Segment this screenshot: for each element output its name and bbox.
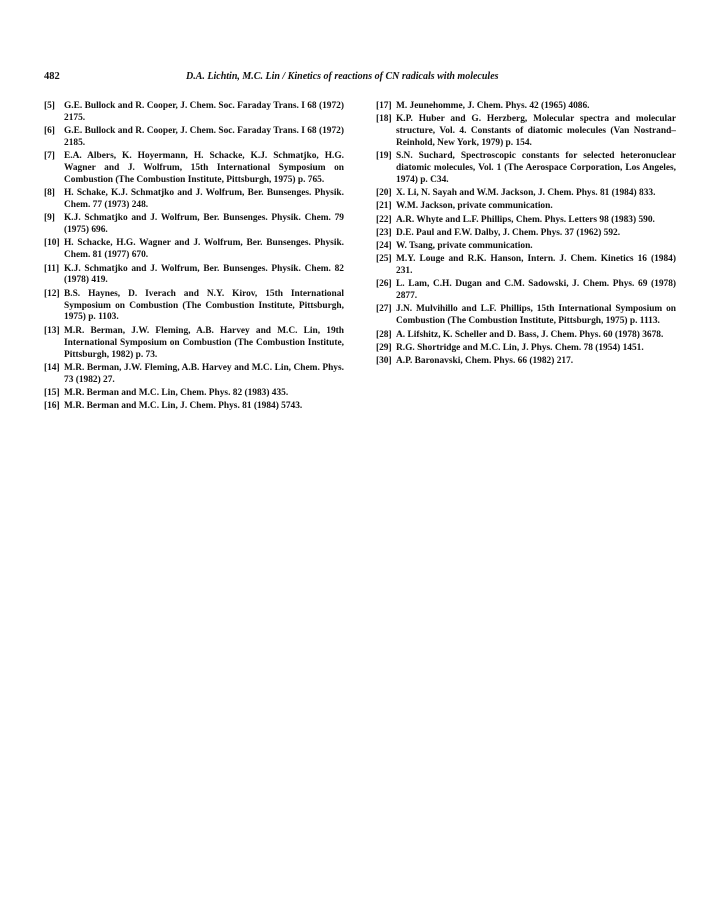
reference-number: [14] [44,362,60,373]
reference-item [44,126,344,150]
reference-item [376,114,676,150]
reference-number: [26] [376,279,392,290]
reference-text: G.E. Bullock and R. Cooper, J. Chem. Soc. Faraday Trans. I 68 (1972) 2185. [64,126,344,149]
reference-number: [21] [376,201,392,212]
reference-number: [24] [376,241,392,252]
reference-item [44,326,344,362]
reference-item [376,330,676,342]
reference-item [44,101,344,125]
reference-text: M.Y. Louge and R.K. Hanson, Intern. J. Chem. Kinetics 16 (1984) 231. [396,254,676,277]
reference-text: A. Lifshitz, K. Scheller and D. Bass, J. Chem. Phys. 60 (1978) 3678. [396,329,664,340]
reference-number: [8] [44,188,55,199]
reference-text: K.J. Schmatjko and J. Wolfrum, Ber. Bunsenges. Physik. Chem. 82 (1978) 419. [64,263,344,286]
reference-text: K.J. Schmatjko and J. Wolfrum, Ber. Bunsenges. Physik. Chem. 79 (1975) 696. [64,213,344,236]
reference-item [44,388,344,400]
reference-text: K.P. Huber and G. Herzberg, Molecular spectra and molecular structure, Vol. 4. Constants of diatomic molecules (Van Nostrand–Reinhold, New York, 1979) p. 154. [396,114,676,149]
reference-number: [19] [376,151,392,162]
reference-text: A.R. Whyte and L.F. Phillips, Chem. Phys. Letters 98 (1983) 590. [396,214,655,225]
reference-text: W.M. Jackson, private communication. [396,201,553,212]
reference-number: [22] [376,214,392,225]
reference-text: M.R. Berman, J.W. Fleming, A.B. Harvey and M.C. Lin, Chem. Phys. 73 (1982) 27. [64,362,344,385]
reference-number: [20] [376,188,392,199]
reference-item [376,241,676,253]
reference-item [44,401,344,413]
reference-text: S.N. Suchard, Spectroscopic constants for selected heteronuclear diatomic molecules, Vol. 1 (The Aerospace Corporation, Los Angeles, 1974) p. C34. [396,151,676,186]
reference-item [376,188,676,200]
reference-text: W. Tsang, private communication. [396,241,533,252]
reference-number: [27] [376,304,392,315]
reference-text: X. Li, N. Sayah and W.M. Jackson, J. Chem. Phys. 81 (1984) 833. [396,188,656,199]
reference-item [44,264,344,288]
reference-number: [18] [376,114,392,125]
reference-text: M.R. Berman and M.C. Lin, Chem. Phys. 82 (1983) 435. [64,387,289,398]
reference-item [376,228,676,240]
reference-text: M. Jeunehomme, J. Chem. Phys. 42 (1965) 4086. [396,101,590,111]
reference-number: [30] [376,355,392,366]
reference-item [376,201,676,213]
reference-number: [9] [44,213,55,224]
reference-item [376,356,676,368]
reference-number: [23] [376,227,392,238]
reference-item [376,151,676,187]
reference-text: L. Lam, C.H. Dugan and C.M. Sadowski, J. Chem. Phys. 69 (1978) 2877. [396,279,676,302]
reference-number: [5] [44,101,55,111]
reference-text: H. Schacke, H.G. Wagner and J. Wolfrum, Ber. Bunsenges. Physik. Chem. 81 (1977) 670. [64,238,344,261]
reference-item [44,213,344,237]
reference-item [44,188,344,212]
reference-number: [17] [376,101,392,111]
references-left-column [44,101,344,414]
reference-item [376,343,676,355]
reference-item [44,289,344,325]
page-number: 482 [44,71,60,82]
reference-text: D.E. Paul and F.W. Dalby, J. Chem. Phys. 37 (1962) 592. [396,227,621,238]
reference-number: [13] [44,325,60,336]
reference-item [44,363,344,387]
reference-text: A.P. Baronavski, Chem. Phys. 66 (1982) 217. [396,355,574,366]
reference-item [44,238,344,262]
reference-number: [6] [44,126,55,137]
reference-text: H. Schake, K.J. Schmatjko and J. Wolfrum, Ber. Bunsenges. Physik. Chem. 77 (1973) 248. [64,188,344,211]
reference-item [44,151,344,187]
reference-text: M.R. Berman and M.C. Lin, J. Chem. Phys. 81 (1984) 5743. [64,401,303,412]
reference-item [376,304,676,328]
reference-number: [15] [44,387,60,398]
reference-number: [29] [376,342,392,353]
reference-item [376,254,676,278]
reference-text: M.R. Berman, J.W. Fleming, A.B. Harvey and M.C. Lin, 19th International Symposium on Combustion (The Combustion Institute, Pittsburgh, 1982) p. 73. [64,325,344,360]
reference-text: E.A. Albers, K. Hoyermann, H. Schacke, K.J. Schmatjko, H.G. Wagner and J. Wolfrum, 15th International Symposium on Combustion (The Combustion Institute, Pittsburgh, 1975) p. 765. [64,151,344,186]
reference-text: J.N. Mulvihillo and L.F. Phillips, 15th International Symposium on Combustion (The Combustion Institute, Pittsburgh, 1975) p. 1113. [396,304,676,327]
reference-number: [11] [44,263,60,274]
reference-number: [12] [44,288,60,299]
reference-text: G.E. Bullock and R. Cooper, J. Chem. Soc. Faraday Trans. I 68 (1972) 2175. [64,101,344,123]
reference-text: R.G. Shortridge and M.C. Lin, J. Phys. Chem. 78 (1954) 1451. [396,342,644,353]
reference-number: [10] [44,238,60,249]
references-right-column [376,101,676,369]
reference-number: [25] [376,254,392,265]
reference-text: B.S. Haynes, D. Iverach and N.Y. Kirov, 15th International Symposium on Combustion (The Combustion Institute, Pittsburgh, 1975) p. 1103. [64,288,344,323]
reference-number: [7] [44,151,55,162]
reference-item [376,215,676,227]
reference-item [376,279,676,303]
reference-number: [28] [376,329,392,340]
reference-number: [16] [44,401,60,412]
running-head: D.A. Lichtin, M.C. Lin / Kinetics of reactions of CN radicals with molecules [186,71,499,82]
reference-item [376,101,676,113]
